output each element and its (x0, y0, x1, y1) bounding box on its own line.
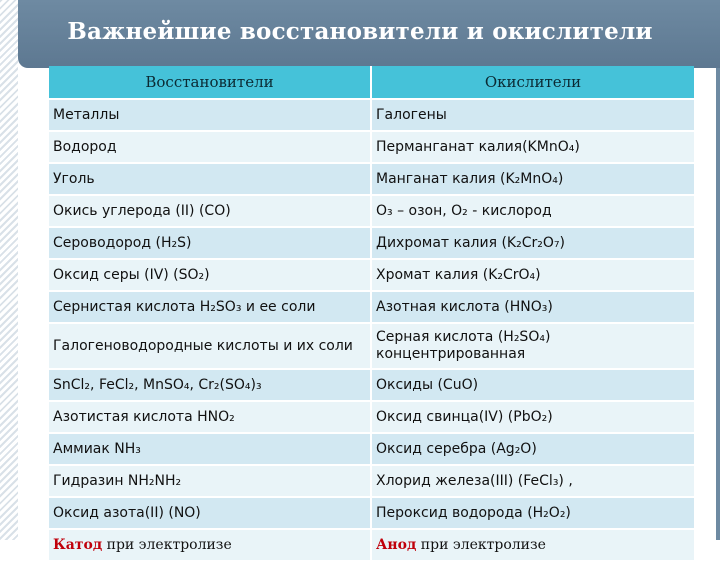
reducer-cell: Сернистая кислота H₂SO₃ и ее соли (49, 291, 371, 323)
cathode-label: Катод (53, 536, 103, 553)
table-row (49, 369, 694, 401)
cathode-rest: при электролизе (102, 536, 232, 553)
oxidizer-cell (371, 529, 694, 561)
reducer-cell: Гидразин NH₂NH₂ (49, 465, 371, 497)
table-row (49, 259, 694, 291)
reducer-cell: Оксид серы (IV) (SO₂) (49, 259, 371, 291)
reducer-cell (49, 529, 371, 561)
redox-table (49, 66, 694, 562)
header-reducers: Восстановители (49, 66, 371, 99)
table-row (49, 131, 694, 163)
reducer-cell: Окись углерода (II) (CO) (49, 195, 371, 227)
reducer-cell: Оксид азота(II) (NO) (49, 497, 371, 529)
table-header-row (49, 66, 694, 99)
oxidizer-cell: Оксиды (CuO) (371, 369, 694, 401)
oxidizer-cell: O₃ – озон, O₂ - кислород (371, 195, 694, 227)
oxidizer-cell: Оксид свинца(IV) (PbO₂) (371, 401, 694, 433)
oxidizer-cell: Азотная кислота (HNO₃) (371, 291, 694, 323)
table-row (49, 401, 694, 433)
oxidizer-cell: Оксид серебра (Ag₂O) (371, 433, 694, 465)
decorative-stripes (0, 0, 18, 540)
table-row (49, 291, 694, 323)
slide-title: Важнейшие восстановители и окислители (67, 18, 653, 45)
table-row (49, 227, 694, 259)
table-row (49, 323, 694, 369)
oxidizer-cell: Пероксид водорода (H₂O₂) (371, 497, 694, 529)
table-row (49, 195, 694, 227)
table-row (49, 465, 694, 497)
reducer-cell: SnCl₂, FeCl₂, MnSO₄, Cr₂(SO₄)₃ (49, 369, 371, 401)
oxidizer-cell: Дихромат калия (K₂Cr₂O₇) (371, 227, 694, 259)
table-row (49, 163, 694, 195)
reducer-cell: Металлы (49, 99, 371, 131)
right-edge-bar (716, 68, 720, 540)
table-row-electrolysis (49, 529, 694, 561)
reducer-cell: Аммиак NH₃ (49, 433, 371, 465)
oxidizer-cell: Хлорид железа(III) (FeCl₃) , (371, 465, 694, 497)
reducer-cell: Азотистая кислота HNO₂ (49, 401, 371, 433)
oxidizer-cell: Манганат калия (K₂MnO₄) (371, 163, 694, 195)
anode-label: Анод (376, 536, 417, 553)
anode-rest: при электролизе (416, 536, 546, 553)
oxidizer-cell: Хромат калия (K₂CrO₄) (371, 259, 694, 291)
header-oxidizers: Окислители (371, 66, 694, 99)
table-row (49, 497, 694, 529)
table-row (49, 99, 694, 131)
reducer-cell: Галогеноводородные кислоты и их соли (49, 323, 371, 369)
table-row (49, 433, 694, 465)
reducer-cell: Водород (49, 131, 371, 163)
oxidizer-cell: Серная кислота (H₂SO₄) концентрированная (371, 323, 694, 369)
reducer-cell: Уголь (49, 163, 371, 195)
oxidizer-cell: Перманганат калия(KMnO₄) (371, 131, 694, 163)
reducer-cell: Сероводород (H₂S) (49, 227, 371, 259)
oxidizer-cell: Галогены (371, 99, 694, 131)
